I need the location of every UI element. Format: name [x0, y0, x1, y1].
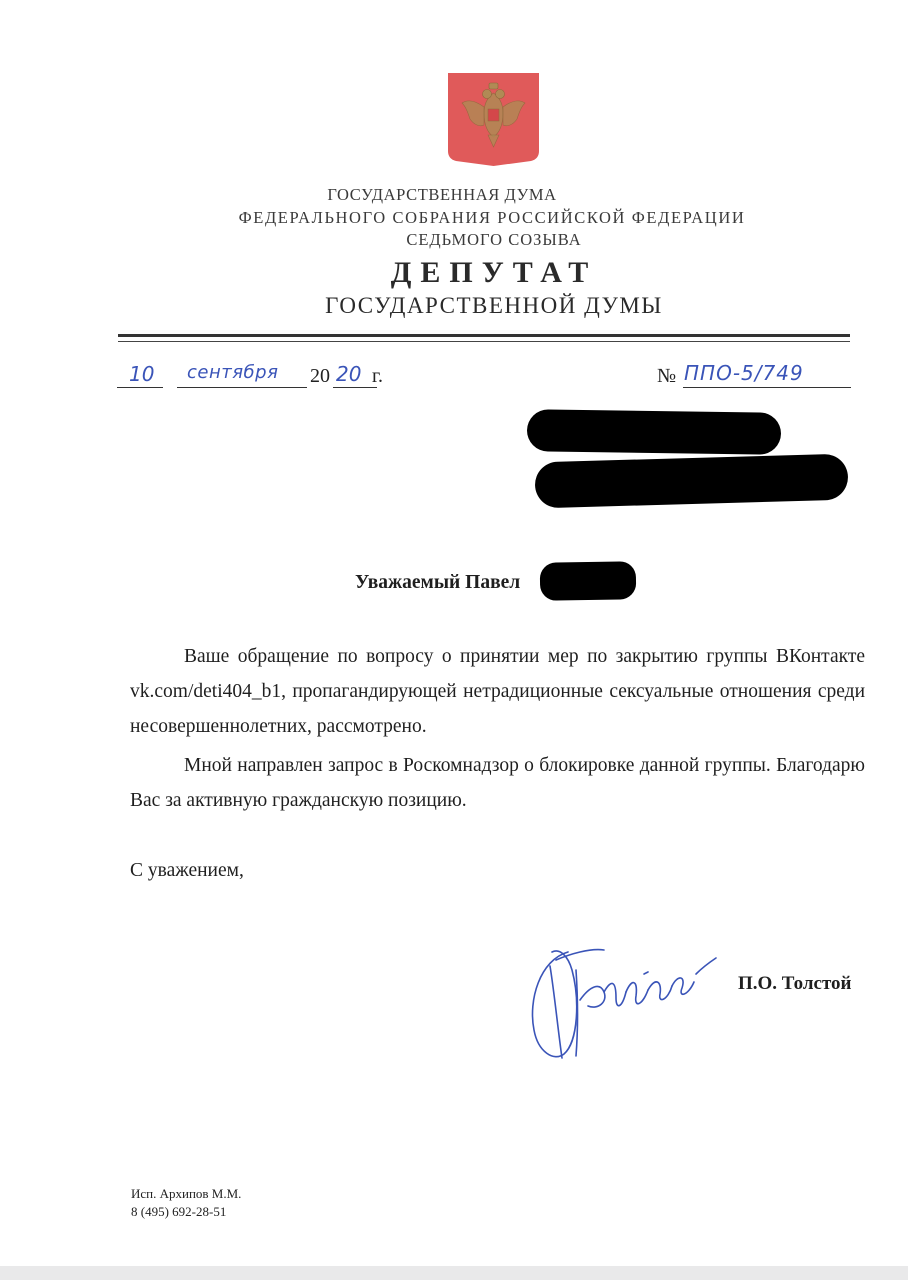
date-number-row	[117, 360, 857, 392]
body-paragraph-1: Ваше обращение по вопросу о принятии мер по закрытию группы ВКонтакте vk.com/deti404_b1, пропагандирующей нетрадиционные сексуальные отношения среди несовершеннолетних, рассмотрено.	[130, 646, 865, 737]
redaction-mark-address-1	[527, 409, 782, 455]
header-line-2: ФЕДЕРАЛЬНОГО СОБРАНИЯ РОССИЙСКОЙ ФЕДЕРАЦИИ	[238, 208, 746, 227]
executor-phone: 8 (495) 692-28-51	[131, 1204, 227, 1219]
header-line-3: СЕДЬМОГО СОЗЫВА	[406, 230, 582, 249]
handwritten-year: 20	[336, 362, 362, 386]
letterhead-title: ДЕПУТАТ	[390, 256, 598, 289]
year-unit: г.	[372, 365, 383, 387]
month-blank-line	[177, 387, 307, 388]
handwritten-number: ППО-5/749	[684, 361, 804, 385]
greeting-text: Уважаемый Павел	[355, 572, 521, 593]
year-blank-line	[333, 387, 377, 388]
number-blank-line	[683, 387, 851, 388]
greeting	[355, 572, 520, 594]
handwritten-day: 10	[129, 362, 155, 386]
redaction-mark-surname	[540, 561, 637, 601]
handwritten-signature	[520, 930, 740, 1070]
executor-name: Исп. Архипов М.М.	[131, 1186, 242, 1201]
number-label: №	[657, 365, 677, 387]
header-divider-thin	[118, 341, 850, 342]
header-divider-thick	[118, 334, 850, 337]
header-line-1: ГОСУДАРСТВЕННАЯ ДУМА	[327, 185, 557, 204]
day-blank-line	[117, 387, 163, 388]
letterhead-subtitle: ГОСУДАРСТВЕННОЙ ДУМЫ	[325, 293, 663, 318]
redaction-mark-address-2	[534, 454, 848, 509]
year-prefix: 20	[310, 365, 330, 387]
coat-of-arms-emblem	[448, 73, 539, 166]
body-paragraph-2: Мной направлен запрос в Роскомнадзор о блокировке данной группы. Благодарю Вас за активную гражданскую позицию.	[130, 755, 865, 811]
closing-phrase: С уважением,	[130, 860, 244, 881]
signer-name: П.О. Толстой	[738, 973, 852, 994]
handwritten-month: сентября	[187, 362, 279, 383]
footer-executor-block	[131, 1185, 241, 1221]
